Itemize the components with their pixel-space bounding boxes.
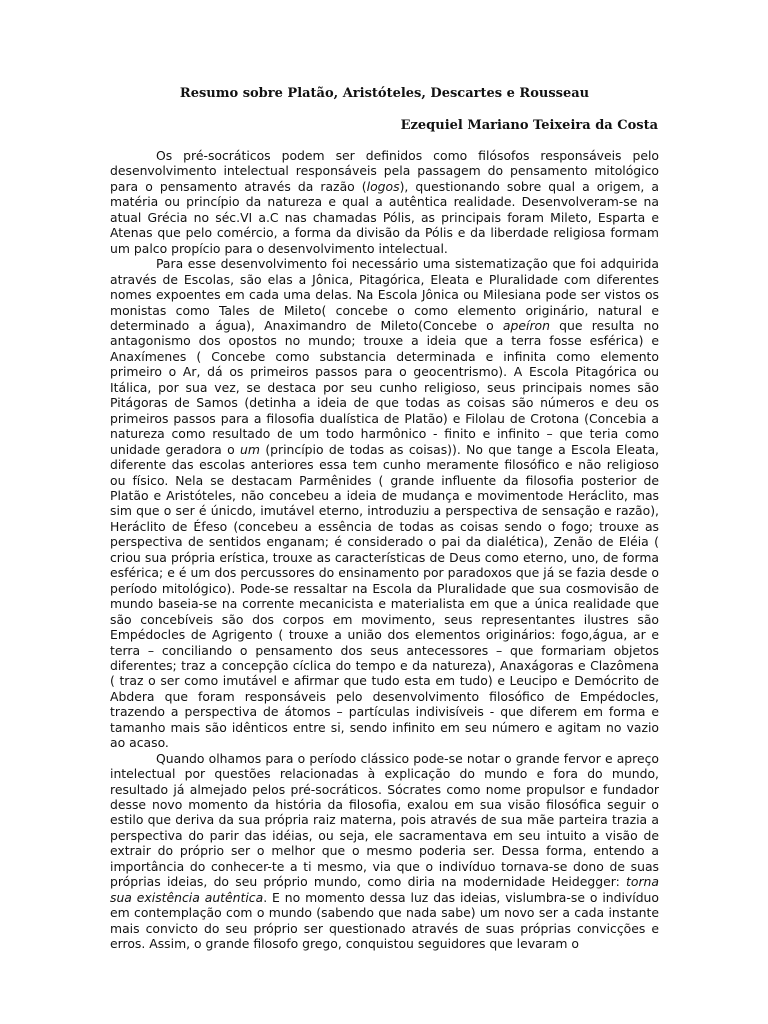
paragraph-text: ), questionando sobre qual a origem, a matéria ou princípio da natureza e qual a autêntica realidade. Desenvolveram-se na atual Grécia no séc.VI a.C nas chamadas Pólis, as principais foram Mileto, Esparta e Atenas que pelo comércio, a forma da divisão da Pólis e da liberdade religiosa formam um palco propício para o desenvolvimento intelectual. [110,178,659,256]
paragraph-presocraticos [110,148,659,256]
paragraph-text: Os pré-socráticos podem ser definidos como filósofos responsáveis pelo desenvolvimento intelectual responsáveis pela passagem do pensamento mitológico para o pensamento através da razão ( [110,148,659,194]
paragraph-text: que resulta no antagonismo dos opostos no mundo; trouxe a ideia que a terra fosse esférica) e Anaxímenes ( Concebe como substancia determinada e infinita como elemento primeiro o Ar, dá os primeiros passos para o geocentrismo). A Escola Pitagórica ou Itálica, por sua vez, se destaca por seu cunho religioso, seus principais nomes são Pitágoras de Samos (detinha a ideia de que todas as coisas são números e deu os primeiros passos para a filosofia dualística de Platão) e Filolau de Crotona (Concebia a natureza como resultado de um todo harmônico - finito e infinito – que teria como unidade geradora o [110,317,659,457]
paragraph-text: Para esse desenvolvimento foi necessário uma sistematização que foi adquirida através de Escolas, são elas a Jônica, Pitagórica, Eleata e Pluralidade com diferentes nomes expoentes em cada uma delas. Na Escola Jônica ou Milesiana pode ser vistos os monistas como Tales de Mileto( concebe o como elemento originário, natural e determinado a água), Anaximandro de Mileto(Concebe o [110,256,659,333]
paragraph-escolas [110,256,659,751]
italic-quote: torna sua existência autêntica [110,874,659,905]
document-title: Resumo sobre Platão, Aristóteles, Descartes e Rousseau [179,86,590,101]
paragraph-periodo-classico [110,751,659,952]
italic-term: logos [366,178,400,194]
paragraph-text: . E no momento dessa luz das ideias, vislumbra-se o indivíduo em contemplação com o mundo (sabendo que nada sabe) um novo ser a cada instante mais convicto do seu próprio ser questionado através de suas próprias convicções e erros. Assim, o grande filosofo grego, conquistou seguidores que levaram o [110,889,659,952]
italic-term: um [240,441,260,457]
paragraph-text: (princípio de todas as coisas)). No que tange a Escola Eleata, diferente das escolas anteriores essa tem cunho meramente filosófico e não religioso ou físico. Nela se destacam Parmênides ( grande influente da filosofia posterior de Platão e Aristóteles, não concebeu a ideia de mudança e movimentode Heráclito, mas sim que o ser é únicdo, imutável eterno, introduziu a perspectiva de sensação e razão), Heráclito de Éfeso (concebeu a essência de todas as coisas sendo o fogo; trouxe as perspectiva de sentidos enganam; é considerado o pai da dialética), Zenão de Eléia ( criou sua própria erística, trouxe as características de Deus como eterno, uno, de forma esférica; e é um dos percussores do ensinamento por paradoxos que já se fazia desde o período mitológico). Pode-se ressaltar na Escola da Pluralidade que sua cosmovisão de mundo baseia-se na corrente mecanicista e materialista em que a única realidade que são concebíveis são dos corpos em movimento, seus representantes ilustres são Empédocles de Agrigento ( trouxe a união dos elementos originários: fogo,água, ar e terra – conciliando o pensamento dos seus antecessores – que formariam objetos diferentes; traz a concepção cíclica do tempo e da natureza), Anaxágoras e Clazômena ( traz o ser como imutável e afirmar que tudo esta em tudo) e Leucipo e Demócrito de Abdera que foram responsáveis pelo desenvolvimento filosófico de Empédocles, trazendo a perspectiva de átomos – partículas indivisíveis - que diferem em forma e tamanho mais são idênticos entre si, sendo infinito em seu número e agitam no vazio ao acaso. [110,441,659,751]
document-body [110,148,659,952]
italic-term: apeíron [502,317,550,333]
paragraph-text: Quando olhamos para o período clássico pode-se notar o grande fervor e apreço intelectual por questões relacionadas à explicação do mundo e fora do mundo, resultado já almejado pelos pré-socráticos. Sócrates como nome propulsor e fundador desse novo momento da história da filosofia, exalou em sua visão filosófica seguir o estilo que deriva da sua própria raiz materna, pois através de sua mãe parteira trazia a perspectiva do parir das idéias, ou seja, ele sacramentava em seu intuito a visão de extrair do próprio ser o melhor que o mesmo poderia ser. Dessa forma, entendo a importância do conhecer-te a ti mesmo, via que o indivíduo tornava-se dono de suas próprias ideias, do seu próprio mundo, como diria na modernidade Heidegger: [110,750,659,890]
author-name: Ezequiel Mariano Teixeira da Costa [400,118,658,133]
